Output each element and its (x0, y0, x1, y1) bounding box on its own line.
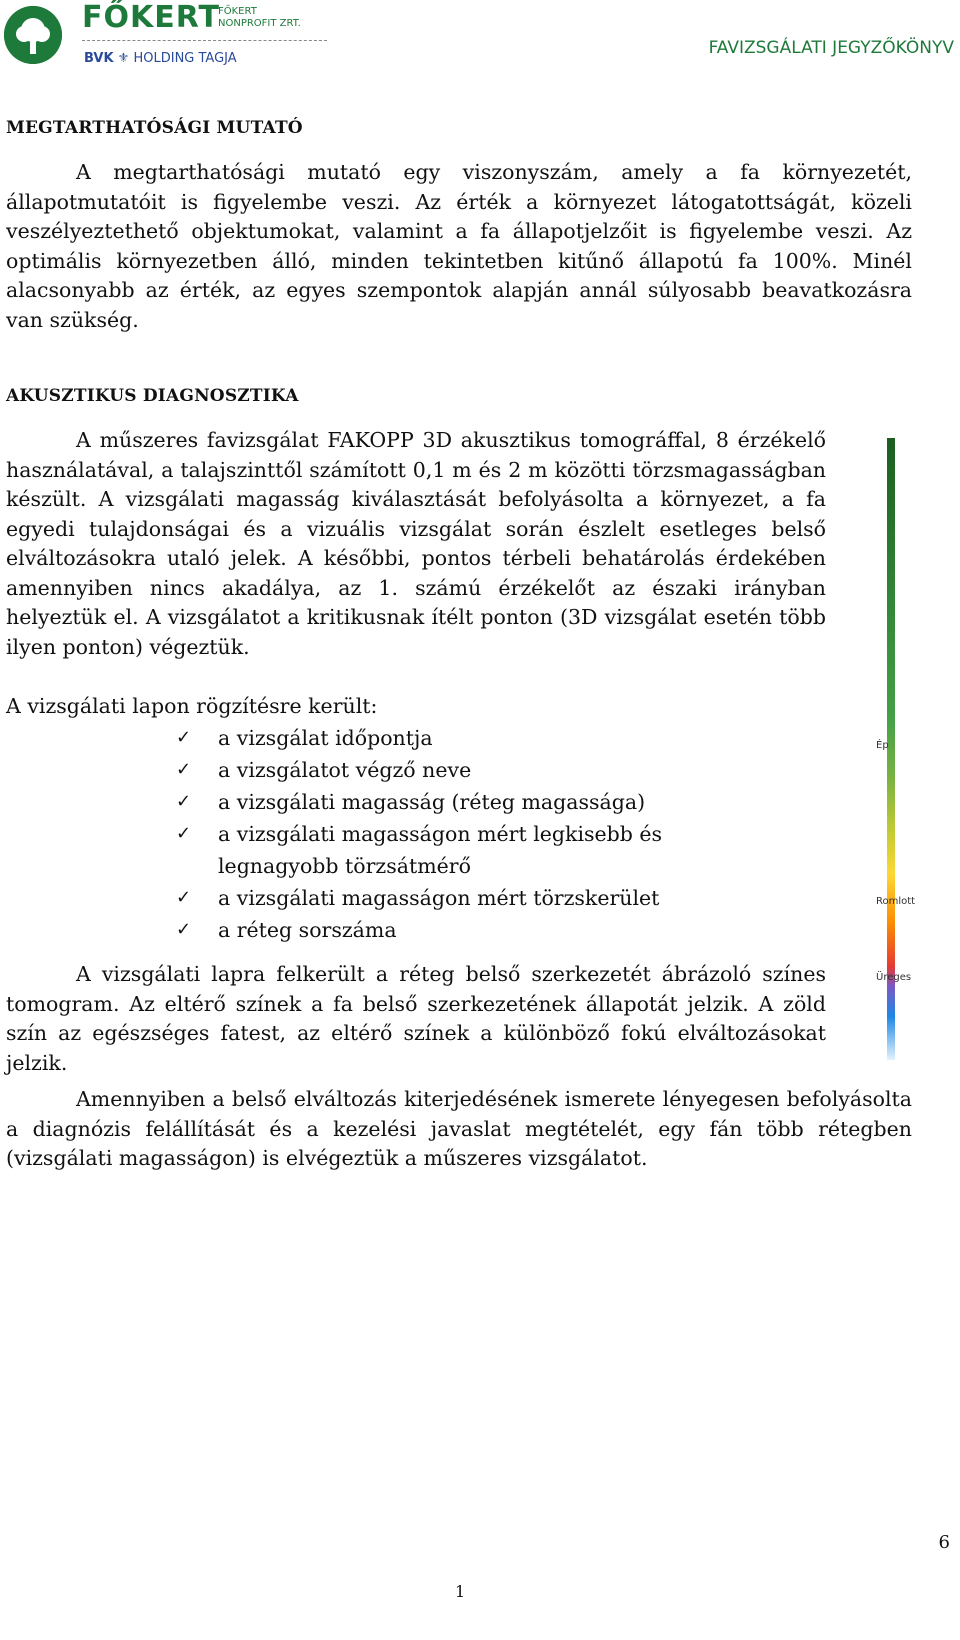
page-header (0, 0, 960, 80)
checkmark-icon: ✓ (176, 727, 192, 748)
list-item (176, 754, 796, 786)
page-number-center: 1 (455, 1582, 466, 1601)
list-item (176, 818, 738, 882)
checkmark-icon: ✓ (176, 887, 192, 908)
brand-divider (82, 40, 327, 41)
checkmark-icon: ✓ (176, 791, 192, 812)
document-title: FAVIZSGÁLATI JEGYZŐKÖNYV (708, 38, 954, 58)
tomogram-paragraph: A vizsgálati lapra felkerült a réteg belső szerkezetét ábrázoló színes tomogram. Az eltérő színek a fa belső szerkezetének állapotát jelzik. A zöld szín az egészséges fatest, az eltérő színek a különböző fokú elváltozásokat jelzik. (6, 962, 826, 1075)
checkmark-icon: ✓ (176, 759, 192, 780)
list-item-text: a vizsgálati magasság (réteg magassága) (218, 790, 646, 814)
brand-subtitle-line-1: FŐKERT (218, 6, 257, 17)
recorded-items-list (176, 722, 796, 946)
scale-label-hollow: Üreges (876, 972, 912, 983)
holding-bvk: BVK (84, 51, 114, 66)
holding-tagline (84, 51, 237, 66)
tree-logo-icon (4, 6, 62, 64)
list-item (176, 722, 796, 754)
page-number: 6 (938, 1532, 950, 1553)
list-item (176, 882, 796, 914)
list-item (176, 914, 796, 946)
brand-subtitle (218, 6, 301, 30)
checkmark-icon: ✓ (176, 823, 192, 844)
checklist-intro: A vizsgálati lapon rögzítésre került: (6, 694, 378, 718)
checkmark-icon: ✓ (176, 919, 192, 940)
list-item-text: a vizsgálat időpontja (218, 726, 433, 750)
brand-name: FŐKERT (82, 0, 220, 35)
scale-label-decayed: Romlott (876, 896, 916, 907)
list-item-text: a réteg sorszáma (218, 918, 397, 942)
retention-heading: MEGTARTHATÓSÁGI MUTATÓ (6, 118, 303, 138)
list-item-text: a vizsgálati magasságon mért törzskerület (218, 886, 660, 910)
acoustic-paragraph: A műszeres favizsgálat FAKOPP 3D akusztikus tomográffal, 8 érzékelő használatával, a talajszinttől számított 0,1 m és 2 m közötti törzsmagasságban készült. A vizsgálati magasság kiválasztását befolyásolta a környezet, a fa egyedi tulajdonságai és a vizuális vizsgálat során észlelt esetleges belső elváltozásokra utaló jelek. A későbbi, pontos térbeli behatárolás érdekében amennyiben nincs akadálya, az 1. számú érzékelőt az északi irányban helyeztük el. A vizsgálatot a kritikusnak ítélt ponton (3D vizsgálat esetén több ilyen ponton) végeztük. (6, 428, 826, 659)
holding-text: HOLDING TAGJA (133, 51, 237, 66)
closing-paragraph: Amennyiben a belső elváltozás kiterjedésének ismerete lényegesen befolyásolta a diagnózis felállítását és a kezelési javaslat megtételét, egy fán több rétegben (vizsgálati magasságon) is elvégeztük a műszeres vizsgálatot. (6, 1087, 912, 1170)
list-item-text: a vizsgálatot végző neve (218, 758, 472, 782)
list-item-text: a vizsgálati magasságon mért legkisebb és legnagyobb törzsátmérő (218, 822, 663, 878)
acoustic-heading: AKUSZTIKUS DIAGNOSZTIKA (6, 386, 299, 406)
holding-emblem-icon: ⚜ (117, 51, 130, 66)
brand-subtitle-line-2: NONPROFIT ZRT. (218, 18, 301, 29)
retention-paragraph: A megtarthatósági mutató egy viszonyszám, amely a fa környezetét, állapotmutatóit is figyelembe veszi. Az érték a környezet látogatottságát, közeli veszélyeztethető objektumokat, valamint a fa állapotjelzőit is figyelembe veszi. Az optimális környezetben álló, minden tekintetben kitűnő állapotú fa 100%. Minél alacsonyabb az érték, az egyes szempontok alapján annál súlyosabb beavatkozásra van szükség. (6, 160, 912, 332)
list-item (176, 786, 796, 818)
scale-label-healthy: Ép (876, 740, 889, 751)
